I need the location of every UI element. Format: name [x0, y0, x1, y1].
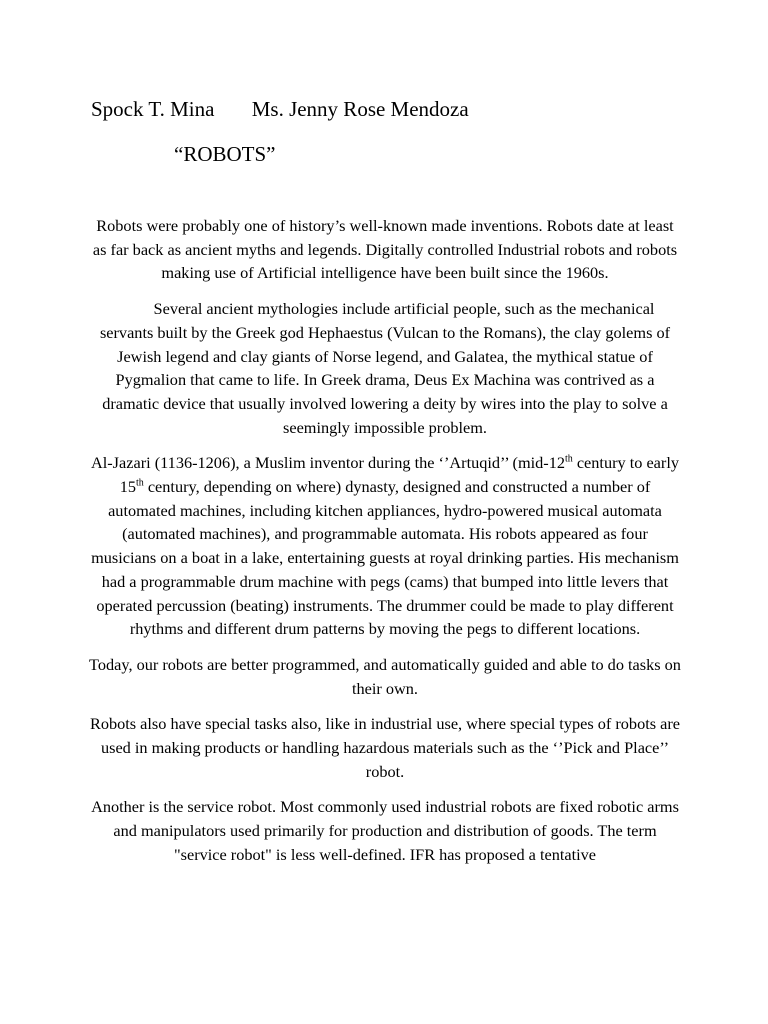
al-jazari-text-c: century, depending on where) dynasty, designed and constructed a number of automated machines, including kitchen appliances, hydro-powered musical automata (automated machines), and programmable automata. His robots appeared as four musicians on a boat in a lake, entertaining guests at royal drinking parties. His mechanism had a programmable drum machine with pegs (cams) that bumped into little levers that operated percussion (beating) instruments. The drummer could be made to play different rhythms and different drum patterns by moving the pegs to different locations.	[91, 477, 679, 639]
paragraph-today: Today, our robots are better programmed, and automatically guided and able to do tasks on their own.	[89, 654, 681, 698]
teacher-name: Ms. Jenny Rose Mendoza	[251, 97, 469, 121]
document-body	[88, 214, 682, 879]
superscript-th-2: th	[135, 477, 144, 489]
al-jazari-text-a: Al-Jazari (1136-1206), a Muslim inventor during the ‘’Artuqid’’ (mid-12	[90, 453, 565, 473]
document-title: “ROBOTS”	[174, 142, 276, 166]
header-line	[91, 96, 469, 122]
student-name: Spock T. Mina	[91, 97, 215, 121]
al-jazari-text-b: century to early 15	[119, 453, 679, 497]
paragraph-al-jazari	[88, 451, 682, 641]
superscript-th-1: th	[564, 453, 573, 465]
paragraph-intro: Robots were probably one of history’s well-known made inventions. Robots date at least as far back as ancient myths and legends. Digitally controlled Industrial robots and robots making use of Artificial intelligence have been built since the 1960s.	[92, 216, 678, 283]
paragraph-mythologies: Several ancient mythologies include artificial people, such as the mechanical servants built by the Greek god Hephaestus (Vulcan to the Romans), the clay golems of Jewish legend and clay giants of Norse legend, and Galatea, the mythical statue of Pygmalion that came to life. In Greek drama, Deus Ex Machina was contrived as a dramatic device that usually involved lowering a deity by wires into the play to solve a seemingly impossible problem.	[99, 299, 671, 437]
paragraph-service-robot: Another is the service robot. Most commonly used industrial robots are fixed robotic arms and manipulators used primarily for production and distribution of goods. The term "service robot" is less well-defined. IFR has proposed a tentative	[91, 797, 679, 864]
paragraph-special-tasks: Robots also have special tasks also, like in industrial use, where special types of robots are used in making products or handling hazardous materials such as the ‘’Pick and Place’’ robot.	[89, 714, 681, 781]
